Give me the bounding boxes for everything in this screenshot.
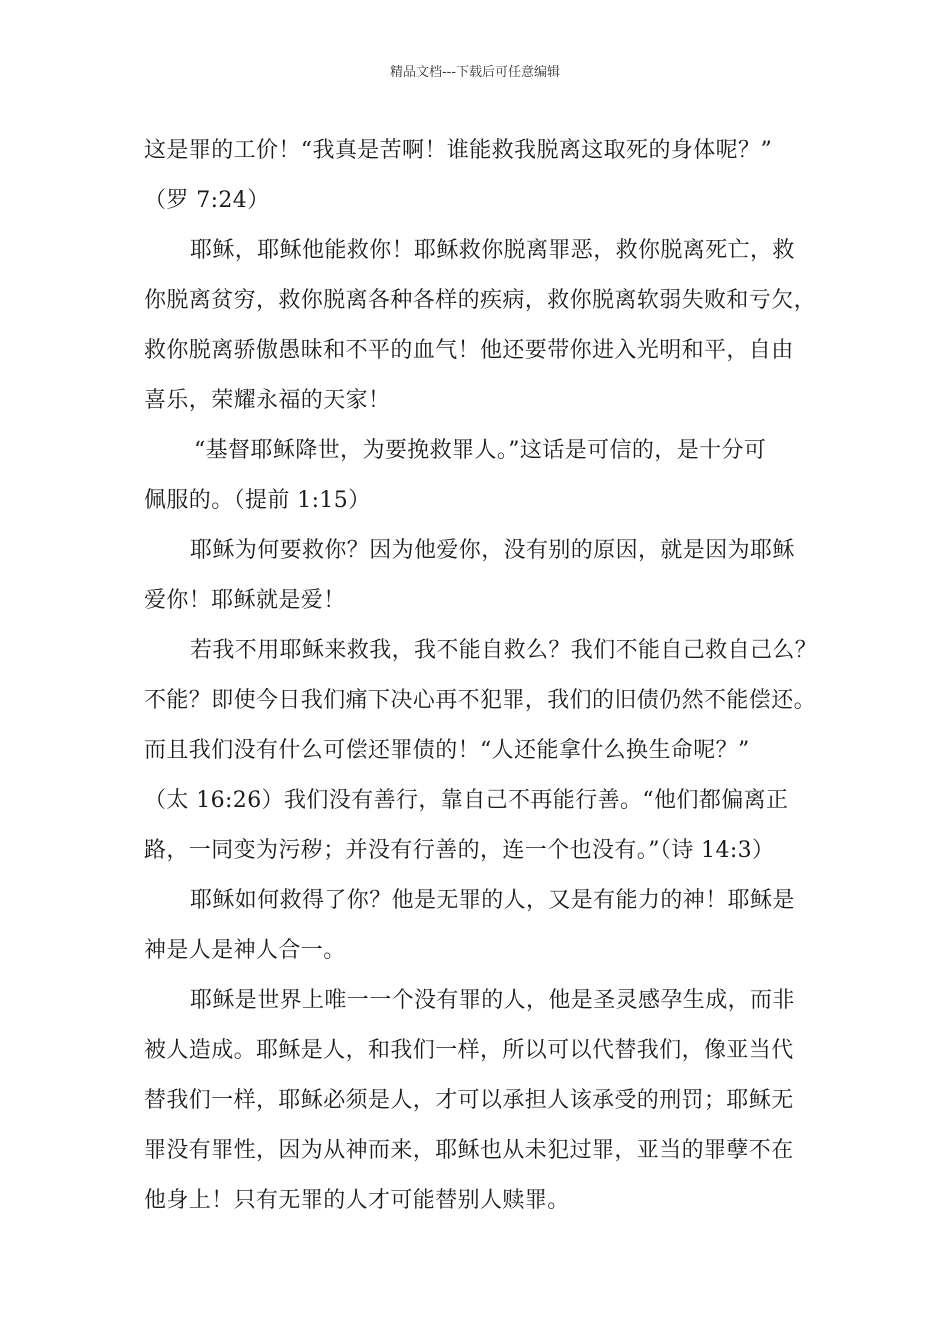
text-line: 而且我们没有什么可偿还罪债的！“人还能拿什么换生命呢？” — [144, 738, 750, 763]
text-line: 神是人是神人合一。 — [144, 938, 346, 963]
paragraph-start-line: 耶稣是世界上唯一一个没有罪的人，他是圣灵感孕生成，而非 — [190, 988, 795, 1013]
paragraph-start-line: 耶稣如何救得了你？他是无罪的人，又是有能力的神！耶稣是 — [190, 888, 795, 913]
text-line: 这是罪的工价！“我真是苦啊！谁能救我脱离这取死的身体呢？” — [144, 138, 773, 163]
text-line: 替我们一样，耶稣必须是人，才可以承担人该承受的刑罚；耶稣无 — [144, 1088, 794, 1113]
page-header: 精品文档---下载后可任意编辑 — [389, 65, 561, 80]
text-line: 佩服的。（提前 1:15） — [144, 488, 371, 513]
text-line: 罪没有罪性，因为从神而来，耶稣也从未犯过罪，亚当的罪孽不在 — [144, 1138, 794, 1163]
text-line: 他身上！只有无罪的人才可能替别人赎罪。 — [144, 1188, 570, 1213]
text-line: 你脱离贫穷，救你脱离各种各样的疾病，救你脱离软弱失败和亏欠， — [144, 288, 817, 313]
paragraph-start-line: “基督耶稣降世，为要挽救罪人。”这话是可信的，是十分可 — [194, 438, 767, 463]
text-line: 爱你！耶稣就是爱！ — [144, 588, 346, 613]
paragraph-start-line: 若我不用耶稣来救我，我不能自救么？我们不能自己救自己么？ — [190, 638, 818, 663]
document-body — [144, 126, 834, 1226]
text-line: 喜乐，荣耀永福的天家！ — [144, 388, 391, 413]
text-line: 被人造成。耶稣是人，和我们一样，所以可以代替我们，像亚当代 — [144, 1038, 794, 1063]
text-line: 路，一同变为污秽；并没有行善的，连一个也没有。”（诗 14:3） — [144, 838, 775, 863]
paragraph-start-line: 耶稣为何要救你？因为他爱你，没有别的原因，就是因为耶稣 — [190, 538, 795, 563]
paragraph-start-line: 耶稣，耶稣他能救你！耶稣救你脱离罪恶，救你脱离死亡，救 — [190, 238, 795, 263]
text-line: （太 16:26）我们没有善行，靠自己不再能行善。“他们都偏离正 — [144, 788, 789, 813]
text-line: （罗 7:24） — [144, 188, 270, 213]
text-line: 救你脱离骄傲愚昧和不平的血气！他还要带你进入光明和平，自由 — [144, 338, 794, 363]
text-line: 不能？即使今日我们痛下决心再不犯罪，我们的旧债仍然不能偿还。 — [144, 688, 817, 713]
